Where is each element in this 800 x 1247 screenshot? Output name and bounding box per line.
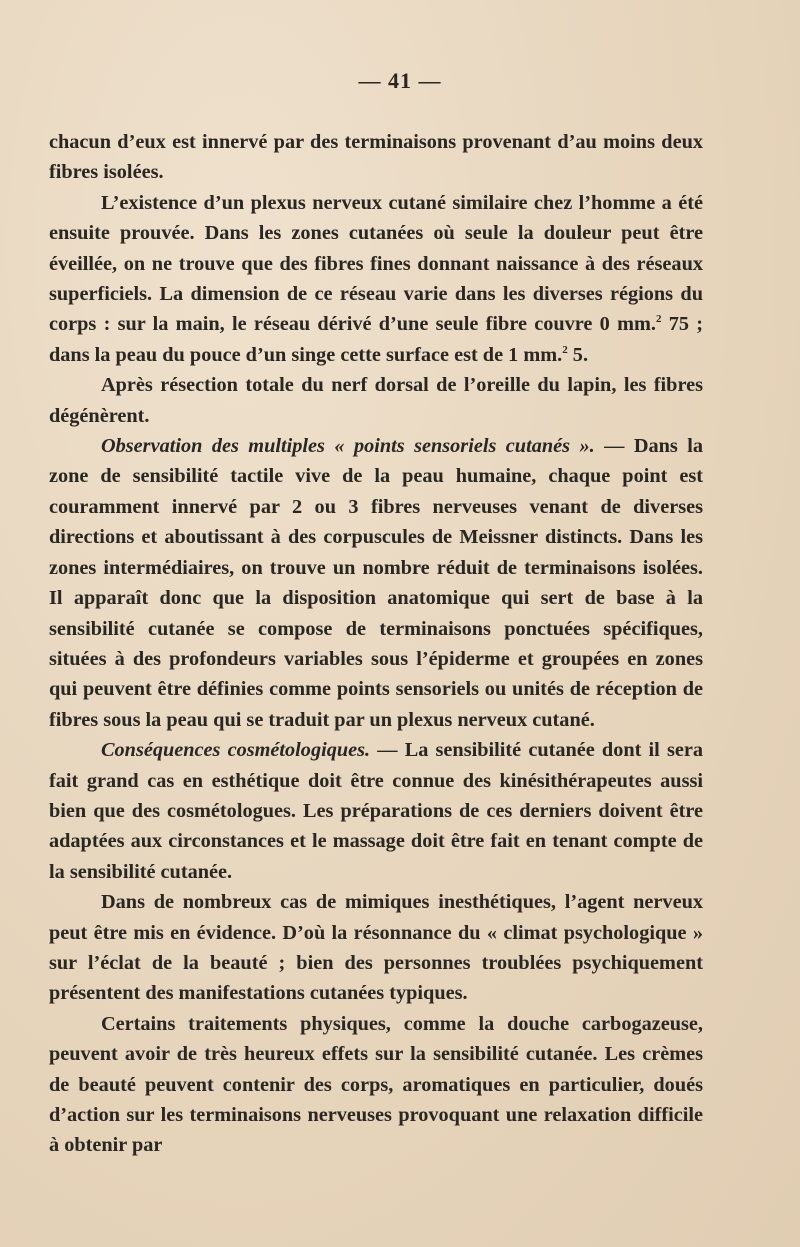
section-heading-consequences: Conséquences cosmétologiques. bbox=[101, 739, 371, 762]
paragraph-6: Dans de nombreux cas de mimiques inesthétiques, l’agent nerveux peut être mis en évidence. D’où la résonnance du « climat psychologique » sur l’éclat de la beauté ; bien des personnes troublées psychiquement présentent des manifestations cutanées typiques. bbox=[49, 891, 703, 1005]
paragraph-2-part-b: 75 ; dans la peau du pouce d’un singe cette surface est de 1 mm. bbox=[49, 313, 703, 366]
paragraph-2-part-a: L’existence d’un plexus nerveux cutané similaire chez l’homme a été ensuite prouvée. Dans les zones cutanées où seule la douleur peut être éveillée, on ne trouve que des fibres fines donnant naissance à des réseaux superficiels. La dimension de ce réseau varie dans les diverses régions du corps : sur la main, le réseau dérivé d’une seule fibre couvre 0 mm. bbox=[49, 191, 703, 336]
superscript-1: 2 bbox=[655, 313, 662, 326]
paragraph-3: Après résection totale du nerf dorsal de l’oreille du lapin, les fibres dégénèrent. bbox=[49, 374, 703, 427]
paragraph-2 bbox=[49, 188, 703, 370]
paragraph-4-body: — Dans la zone de sensibilité tactile vive de la peau humaine, chaque point est couramment innervé par 2 ou 3 fibres nerveuses venant de diverses directions et aboutissant à des corpuscules de Meissner distincts. Dans les zones intermédiaires, on trouve un nombre réduit de terminaisons isolées. Il apparaît donc que la disposition anatomique qui sert de base à la sensibilité cutanée se compose de terminaisons ponctuées spécifiques, situées à des profondeurs variables sous l’épiderme et groupées en zones qui peuvent être définies comme points sensoriels ou unités de réception de fibres sous la peau qui se traduit par un plexus nerveux cutané. bbox=[49, 435, 703, 731]
superscript-2: 2 bbox=[562, 344, 568, 357]
body-text bbox=[49, 127, 703, 1161]
paragraph-7: Certains traitements physiques, comme la douche carbogazeuse, peuvent avoir de très heureux effets sur la sensibilité cutanée. Les crèmes de beauté peuvent contenir des corps, aromatiques en particulier, doués d’action sur les terminaisons nerveuses provoquant une relaxation difficile à obtenir par bbox=[49, 1012, 703, 1157]
paragraph-5-body: — La sensibilité cutanée dont il sera fait grand cas en esthétique doit être connue des kinésithérapeutes aussi bien que des cosmétologues. Les préparations de ces derniers doivent être adaptées aux circonstances et le massage doit être fait en tenant compte de la sensibilité cutanée. bbox=[49, 739, 703, 883]
paragraph-5 bbox=[49, 735, 703, 887]
section-heading-observation: Observation des multiples « points sensoriels cutanés ». bbox=[101, 435, 595, 458]
page-number: — 41 — bbox=[358, 68, 442, 93]
paragraph-4 bbox=[49, 431, 703, 735]
paragraph-2-part-c: 5. bbox=[567, 343, 589, 366]
paragraph-1: chacun d’eux est innervé par des terminaisons provenant d’au moins deux fibres isolées. bbox=[49, 131, 703, 184]
